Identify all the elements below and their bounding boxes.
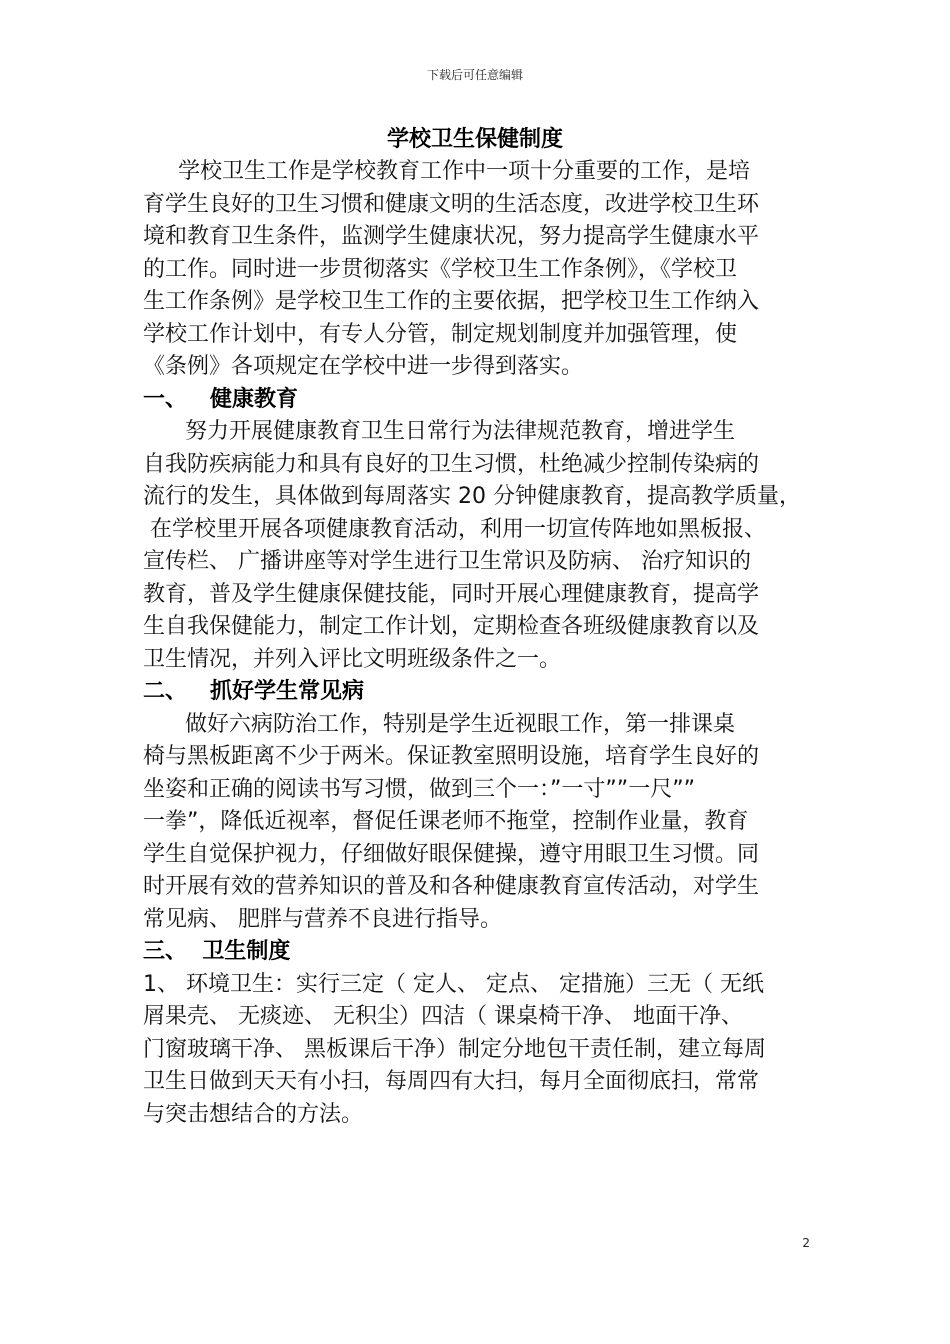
paragraph-line: 境和教育卫生条件，监测学生健康状况，努力提高学生健康水平 xyxy=(143,224,760,249)
paragraph-line: 1、 环境卫生：实行三定（ 定人、 定点、 定措施）三无（ 无纸 xyxy=(143,971,764,997)
page-number: 2 xyxy=(802,1236,810,1250)
paragraph-line: 卫生情况，并列入评比文明班级条件之一。 xyxy=(143,646,562,672)
paragraph-line: 育学生良好的卫生习惯和健康文明的生活态度，改进学校卫生环 xyxy=(143,191,760,217)
paragraph-line: 学校工作计划中，有专人分管，制定规划制度并加强管理，使 xyxy=(143,321,738,347)
paragraph-line: 生自我保健能力，制定工作计划，定期检查各班级健康教育以及 xyxy=(143,614,760,639)
paragraph-line: 做好六病防治工作，特别是学生近视眼工作，第一排课桌 xyxy=(143,711,735,737)
paragraph-line: 宣传栏、 广播讲座等对学生进行卫生常识及防病、 治疗知识的 xyxy=(143,549,751,574)
paragraph-line: 努力开展健康教育卫生日常行为法律规范教育，增进学生 xyxy=(143,419,735,444)
paragraph-line: 自我防疾病能力和具有良好的卫生习惯，杜绝减少控制传染病的 xyxy=(143,451,760,477)
paragraph-line: 一拳”，降低近视率，督促任课老师不拖堂，控制作业量，教育 xyxy=(143,809,749,834)
paragraph-line: 《条例》各项规定在学校中进一步得到落实。 xyxy=(143,354,584,379)
paragraph-line: 常见病、 肥胖与营养不良进行指导。 xyxy=(143,906,502,932)
paragraph-line: 学校卫生工作是学校教育工作中一项十分重要的工作，是培 xyxy=(143,159,750,184)
paragraph-line: 流行的发生，具体做到每周落实 20 分钟健康教育，提高教学质量， xyxy=(143,484,801,509)
paragraph-line: 学生自觉保护视力，仔细做好眼保健操，遵守用眼卫生习惯。同 xyxy=(143,841,760,867)
paragraph-line: 教育，普及学生健康保健技能，同时开展心理健康教育，提高学 xyxy=(143,581,760,607)
document-body xyxy=(143,156,813,1131)
paragraph-line: 坐姿和正确的阅读书写习惯，做到三个一：”一寸””一尺”” xyxy=(143,776,695,802)
header-note: 下载后可任意编辑 xyxy=(426,68,523,82)
paragraph-line: 的工作。同时进一步贯彻落实《学校卫生工作条例》，《学校卫 xyxy=(143,256,738,282)
paragraph-line: 生工作条例》是学校卫生工作的主要依据，把学校卫生工作纳入 xyxy=(143,289,760,314)
paragraph-line: 与突击想结合的方法。 xyxy=(143,1101,364,1127)
paragraph-line: 在学校里开展各项健康教育活动，利用一切宣传阵地如黑板报、 xyxy=(143,516,766,542)
section-heading: 二、 抓好学生常见病 xyxy=(143,679,364,704)
document-title: 学校卫生保健制度 xyxy=(386,127,563,152)
section-heading: 一、 健康教育 xyxy=(143,386,298,412)
paragraph-line: 屑果壳、 无痰迹、 无积尘）四洁（ 课桌椅干净、 地面干净、 xyxy=(143,1004,743,1029)
paragraph-line: 卫生日做到天天有小扫，每周四有大扫，每月全面彻底扫，常常 xyxy=(143,1069,760,1094)
paragraph-line: 椅与黑板距离不少于两米。保证教室照明设施，培育学生良好的 xyxy=(143,744,760,769)
paragraph-line: 时开展有效的营养知识的普及和各种健康教育宣传活动，对学生 xyxy=(143,874,760,899)
paragraph-line: 门窗玻璃干净、 黑板课后干净）制定分地包干责任制，建立每周 xyxy=(143,1036,766,1062)
section-heading: 三、 卫生制度 xyxy=(143,939,291,964)
